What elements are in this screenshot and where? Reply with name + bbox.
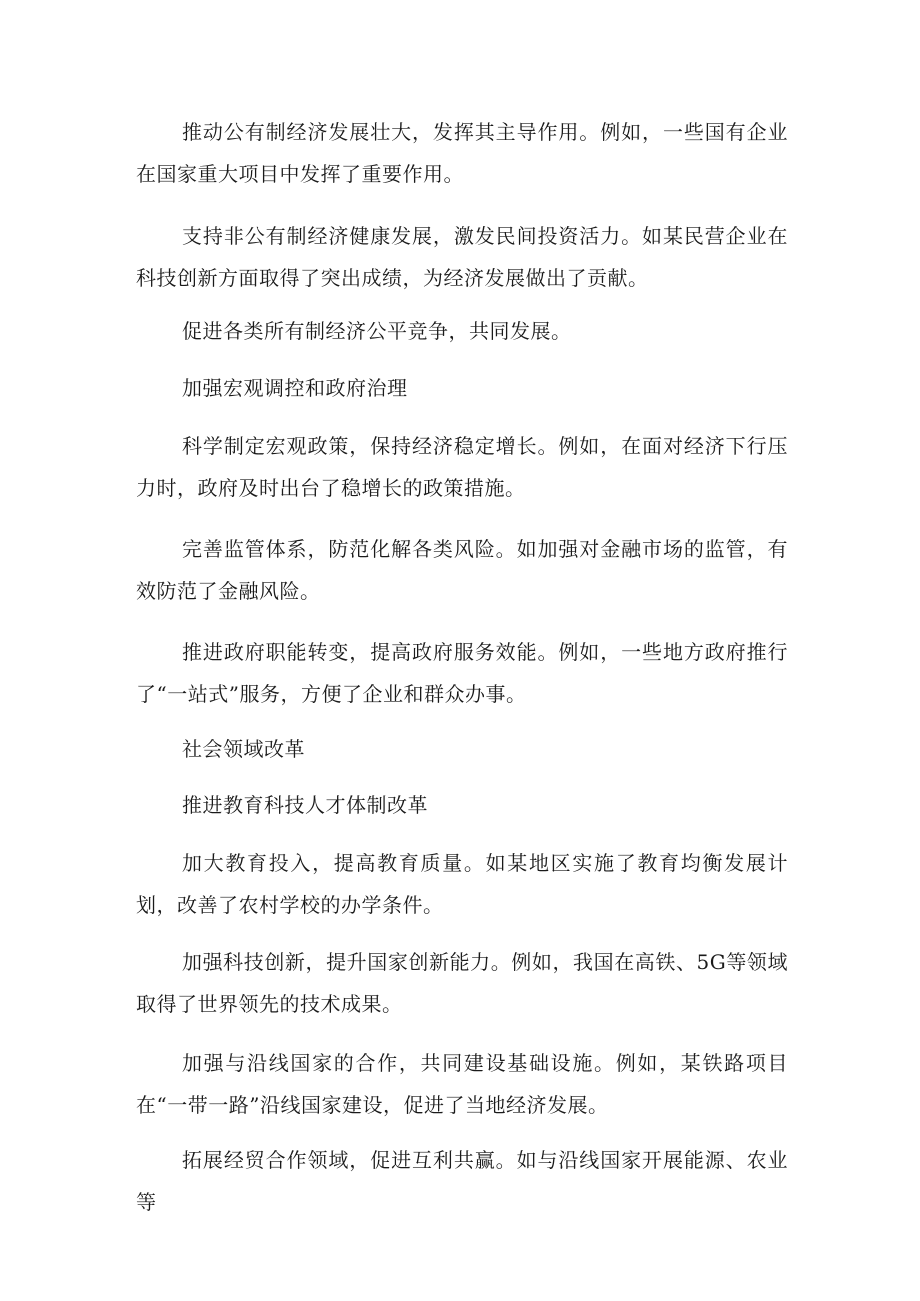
paragraph-belt-and-road-cooperation: 加强与沿线国家的合作，共同建设基础设施。例如，某铁路项目在“一带一路”沿线国家建设，促进了当地经济发展。 xyxy=(136,1051,788,1117)
heading-macro-control: 加强宏观调控和政府治理 xyxy=(182,376,408,400)
heading-social-reform: 社会领域改革 xyxy=(182,737,305,761)
heading-education-tech-talent: 推进教育科技人才体制改革 xyxy=(182,793,428,817)
paragraph-tech-innovation: 加强科技创新，提升国家创新能力。例如，我国在高铁、5G等领域取得了世界领先的技术成果。 xyxy=(136,950,788,1016)
paragraph-trade-cooperation: 拓展经贸合作领域，促进互利共赢。如与沿线国家开展能源、农业等 xyxy=(136,1148,788,1214)
paragraph-fair-competition: 促进各类所有制经济公平竞争，共同发展。 xyxy=(182,319,572,343)
paragraph-government-functions: 推进政府职能转变，提高政府服务效能。例如，一些地方政府推行了“一站式”服务，方便了企业和群众办事。 xyxy=(136,640,788,706)
paragraph-supervision-system: 完善监管体系，防范化解各类风险。如加强对金融市场的监管，有效防范了金融风险。 xyxy=(136,537,788,603)
paragraph-education-investment: 加大教育投入，提高教育质量。如某地区实施了教育均衡发展计划，改善了农村学校的办学条件。 xyxy=(136,851,788,917)
paragraph-state-owned-economy: 推动公有制经济发展壮大，发挥其主导作用。例如，一些国有企业在国家重大项目中发挥了重要作用。 xyxy=(136,120,788,186)
paragraph-macro-policy: 科学制定宏观政策，保持经济稳定增长。例如，在面对经济下行压力时，政府及时出台了稳增长的政策措施。 xyxy=(136,434,788,500)
paragraph-non-public-economy: 支持非公有制经济健康发展，激发民间投资活力。如某民营企业在科技创新方面取得了突出成绩，为经济发展做出了贡献。 xyxy=(136,224,788,290)
